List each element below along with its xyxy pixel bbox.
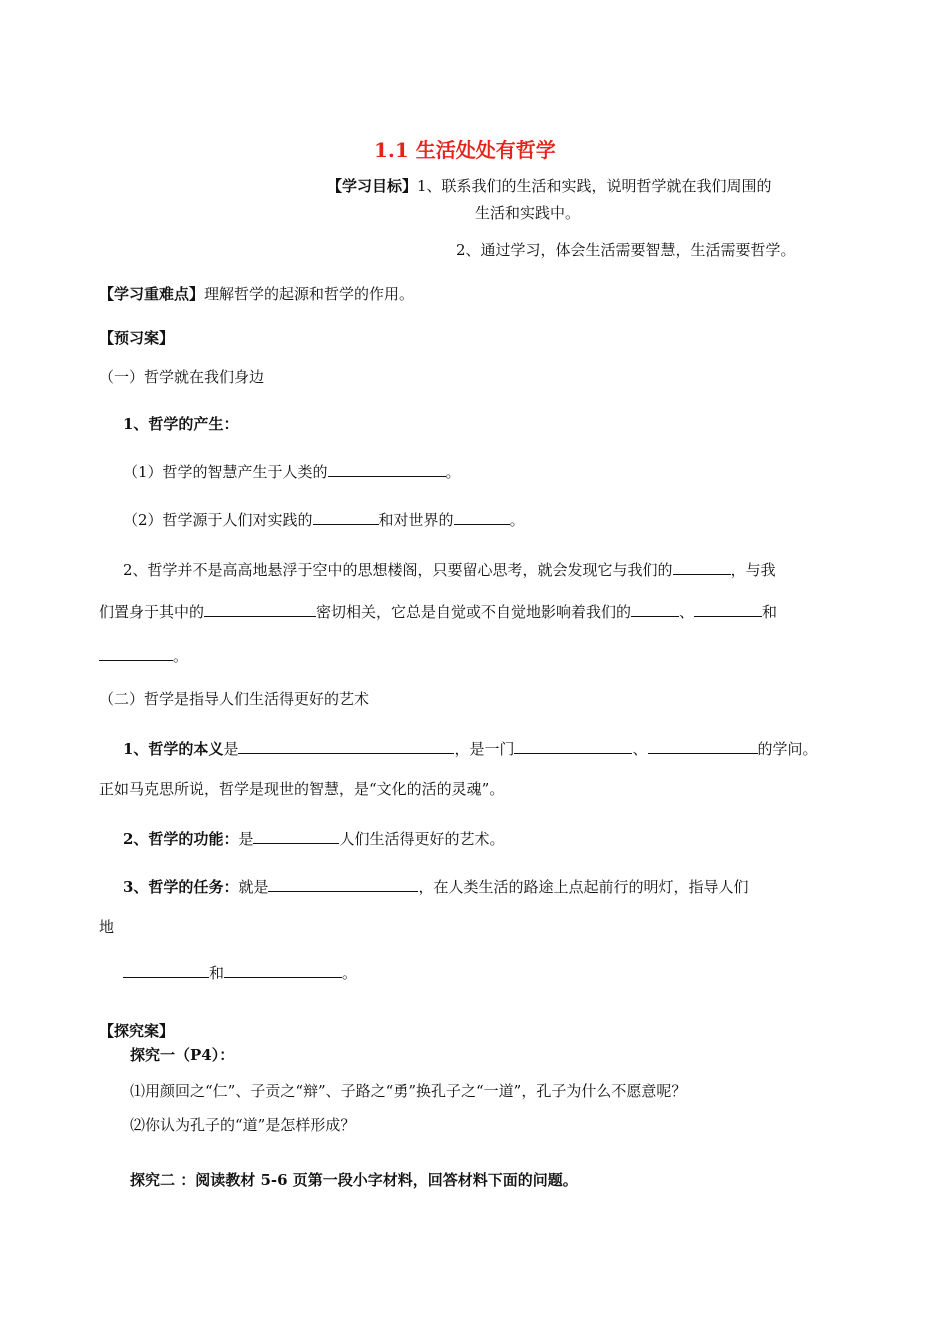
p3-end: 。 [342, 964, 358, 982]
part2-heading: （二）哲学是指导人们生活得更好的艺术 [99, 690, 370, 708]
q2-text-c: 们置身于其中的 [99, 603, 205, 621]
q2-end: 。 [173, 647, 189, 665]
p1-sep: 、 [632, 740, 648, 758]
p2-line [123, 828, 504, 849]
q1-2-end: 。 [509, 511, 525, 529]
page-title: 1.1 生活处处有哲学 [374, 138, 556, 162]
inquiry-one-heading: 探究一（P4）： [130, 1046, 235, 1064]
q2-text: 2、哲学并不是高高地悬浮于空中的思想楼阁，只要留心思考，就会发现它与我们的 [123, 561, 673, 579]
q1-heading: 1、哲学的产生： [123, 415, 239, 433]
inquiry-two-heading: 探究二 ：阅读教材 5-6 页第一段小字材料，回答材料下面的问题。 [130, 1171, 578, 1189]
p3-label: 3、哲学的任务： [123, 878, 239, 896]
p1-text-b: ，是一门 [454, 740, 515, 758]
q1-2-blank-2[interactable] [454, 509, 510, 525]
preview-label: 【预习案】 [99, 329, 175, 347]
p2-text-b: 人们生活得更好的艺术。 [339, 830, 505, 848]
q2-line-1 [123, 559, 776, 580]
p2-blank[interactable] [253, 828, 339, 844]
q2-blank-3[interactable] [631, 601, 679, 617]
inquiry-label: 【探究案】 [99, 1022, 175, 1040]
q2-line-3 [99, 645, 188, 666]
p3-blank-3[interactable] [224, 962, 342, 978]
q2-text-b: ，与我 [730, 561, 776, 579]
p3-line-2: 地 [99, 918, 115, 936]
q2-blank-5[interactable] [99, 645, 173, 661]
p1-text-d: 的学问。 [757, 740, 818, 758]
q1-2-line [123, 509, 525, 530]
q1-1-text: （1）哲学的智慧产生于人类的 [123, 463, 328, 481]
q2-blank-4[interactable] [694, 601, 762, 617]
p3-blank-2[interactable] [123, 962, 209, 978]
p3-and: 和 [209, 964, 225, 982]
key-points-line [99, 284, 414, 304]
q1-2-blank-1[interactable] [313, 509, 379, 525]
goals-item-2: 2、通过学习，体会生活需要智慧，生活需要哲学。 [456, 241, 796, 259]
p2-is: 是 [238, 830, 254, 848]
q2-text-d: 密切相关，它总是自觉或不自觉地影响着我们的 [316, 603, 632, 621]
inquiry-one-q1: ⑴用颜回之“仁”、子贡之“辩”、子路之“勇”换孔子之“一道”，孔子为什么不愿意呢？ [130, 1082, 687, 1100]
p3-line [123, 876, 748, 897]
p1-line-2: 正如马克思所说，哲学是现世的智慧，是“文化的活的灵魂”。 [99, 780, 505, 798]
q1-2-mid: 和对世界的 [378, 511, 454, 529]
q2-line-2 [99, 601, 777, 622]
p1-blank-3[interactable] [648, 738, 758, 754]
q2-blank-2[interactable] [204, 601, 316, 617]
p1-blank-2[interactable] [514, 738, 632, 754]
key-points-label: 【学习重难点】 [99, 285, 205, 303]
goals-item-1: 1、联系我们的生活和实践，说明哲学就在我们周围的 [417, 177, 772, 195]
goals-label: 【学习目标】 [327, 177, 418, 195]
q1-2-text: （2）哲学源于人们对实践的 [123, 511, 313, 529]
p1-line [123, 738, 818, 759]
goals-item-1-cont: 生活和实践中。 [475, 204, 581, 222]
goals-line-1 [327, 176, 772, 196]
p1-blank-1[interactable] [238, 738, 454, 754]
q1-1-blank[interactable] [328, 461, 446, 477]
q2-sep: 、 [679, 603, 695, 621]
key-points-text: 理解哲学的起源和哲学的作用。 [204, 285, 415, 303]
p3-text-b: ，在人类生活的路途上点起前行的明灯，指导人们 [418, 878, 749, 896]
q2-blank-1[interactable] [673, 559, 731, 575]
p3-line-3 [123, 962, 357, 983]
part1-heading: （一）哲学就在我们身边 [99, 368, 265, 386]
p3-blank-1[interactable] [268, 876, 418, 892]
q1-1-end: 。 [445, 463, 461, 481]
p3-is: 就是 [238, 878, 269, 896]
q2-and: 和 [762, 603, 778, 621]
q1-1-line [123, 461, 461, 482]
p2-label: 2、哲学的功能： [123, 830, 239, 848]
p1-is: 是 [223, 740, 239, 758]
inquiry-one-q2: ⑵你认为孔子的“道”是怎样形成？ [130, 1116, 356, 1134]
p1-label: 1、哲学的本义 [123, 740, 224, 758]
